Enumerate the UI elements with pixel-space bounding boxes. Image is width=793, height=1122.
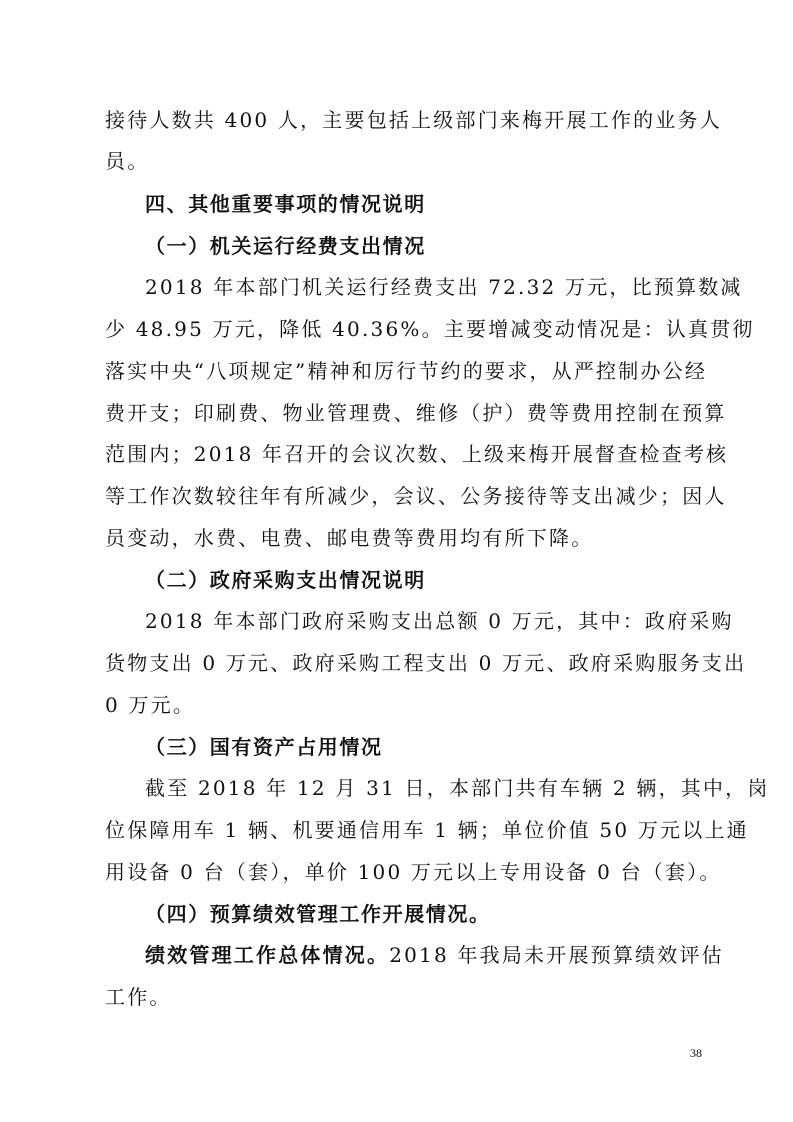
paragraph-line: 员变动，水费、电费、邮电费等费用均有所下降。 [105,526,594,550]
subsection-heading: （三）国有资产占用情况 [145,735,383,759]
paragraph-line [145,941,724,969]
paragraph-line: 截至 2018 年 12 月 31 日，本部门共有车辆 2 辆，其中，岗 [145,776,770,800]
paragraph-line: 货物支出 0 万元、政府采购工程支出 0 万元、政府采购服务支出 [105,651,747,675]
subsection-heading: （一）机关运行经费支出情况 [145,234,426,258]
inline-bold-lead: 绩效管理工作总体情况。 [145,943,390,967]
paragraph-line: 2018 年本部门机关运行经费支出 72.32 万元，比预算数减 [145,275,743,299]
paragraph-line: 2018 年本部门政府采购支出总额 0 万元，其中：政府采购 [145,609,734,633]
section-heading: 四、其他重要事项的情况说明 [145,192,426,216]
subsection-heading: （二）政府采购支出情况说明 [145,568,426,592]
paragraph-line: 用设备 0 台（套），单价 100 万元以上专用设备 0 台（套）。 [105,860,722,884]
paragraph-line: 范围内；2018 年召开的会议次数、上级来梅开展督查检查考核 [105,442,729,466]
paragraph-line: 少 48.95 万元，降低 40.36%。主要增减变动情况是：认真贯彻 [105,317,755,341]
paragraph-line: 工作。 [105,985,172,1009]
paragraph-line: 0 万元。 [105,693,196,717]
page-number: 38 [690,1046,702,1060]
paragraph-line: 等工作次数较往年有所减少，会议、公务接待等支出减少；因人 [105,484,727,508]
paragraph-line: 接待人数共 400 人，主要包括上级部门来梅开展工作的业务人 [105,108,722,132]
inline-text: 2018 年我局未开展预算绩效评估 [389,943,724,967]
paragraph-line: 落实中央“八项规定”精神和厉行节约的要求，从严控制办公经 [105,359,708,383]
subsection-heading: （四）预算绩效管理工作开展情况。 [145,902,491,926]
paragraph-line: 费开支；印刷费、物业管理费、维修（护）费等费用控制在预算 [105,401,727,425]
paragraph-line: 位保障用车 1 辆、机要通信用车 1 辆；单位价值 50 万元以上通 [105,818,749,842]
paragraph-line: 员。 [105,149,150,173]
